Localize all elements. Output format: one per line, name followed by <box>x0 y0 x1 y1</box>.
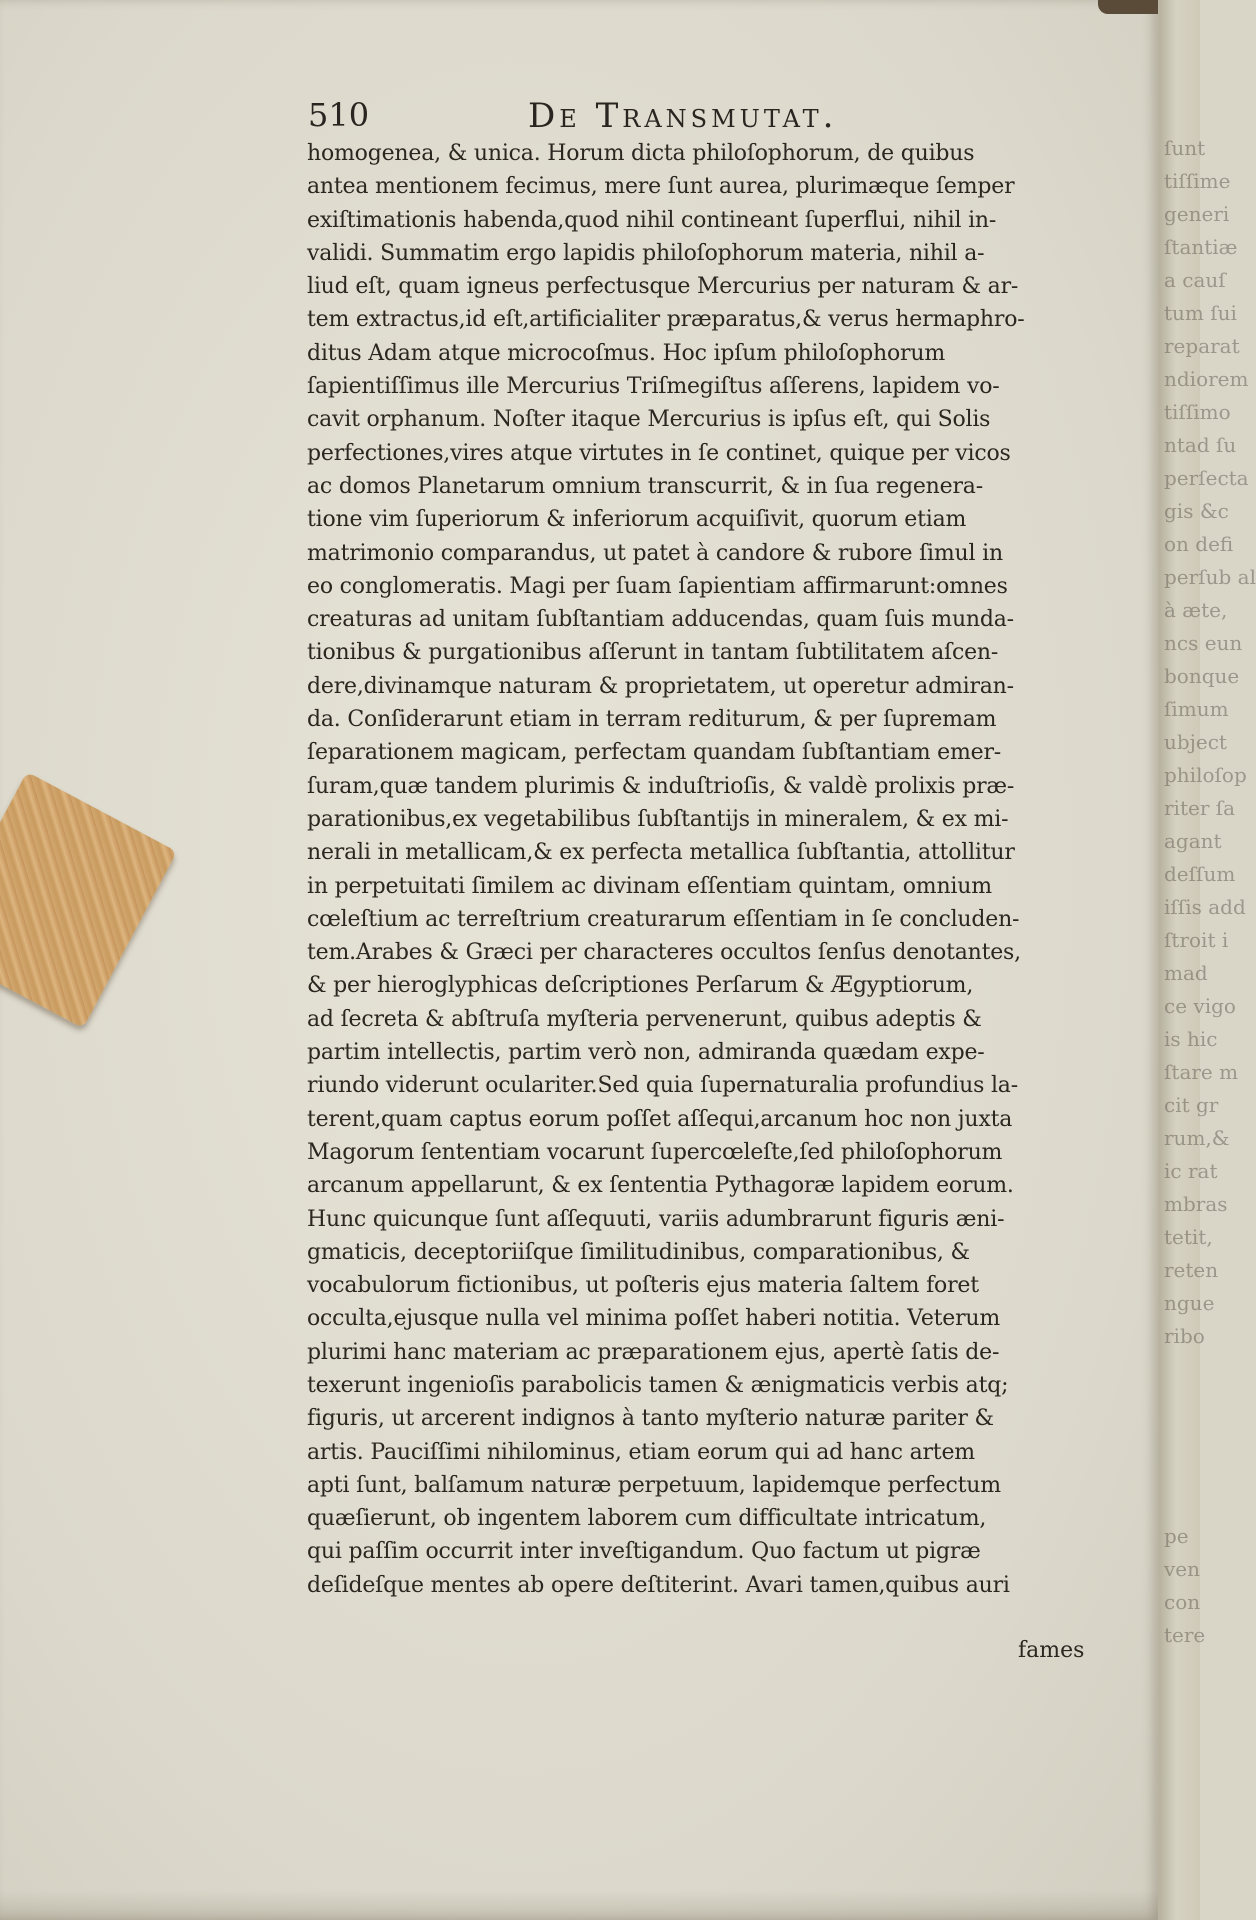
text-line: nerali in metallicam,& ex perfecta metallica ſubſtantia, attollitur <box>307 840 1015 866</box>
text-line: Magorum ſententiam vocarunt ſupercœleſte,ſed philoſophorum <box>307 1139 1003 1165</box>
text-line: riundo viderunt oculariter.Sed quia ſupernaturalia profundius la- <box>307 1073 1018 1099</box>
facing-page-fragment: ſtroit i <box>1164 928 1229 952</box>
text-line: ſeparationem magicam, perfectam quandam ſubſtantiam emer- <box>307 740 1002 766</box>
facing-page-fragment: bonque <box>1164 664 1240 688</box>
text-line: tione vim ſuperiorum & inferiorum acquiſivit, quorum etiam <box>307 507 967 533</box>
facing-page-fragment: rum,& <box>1164 1126 1230 1150</box>
facing-page-fragment: on defi <box>1164 532 1234 556</box>
facing-page-fragment: ntad ſu <box>1164 433 1237 457</box>
text-line: homogenea, & unica. Horum dicta philoſophorum, de quibus <box>307 141 975 166</box>
facing-page-fragment: ngue <box>1164 1291 1215 1315</box>
facing-page-fragment: ce vigo <box>1164 994 1236 1018</box>
text-line: deſideſque mentes ab opere deſtiterint. Avari tamen,quibus auri <box>307 1572 1010 1598</box>
page-header <box>308 96 928 136</box>
text-line: validi. Summatim ergo lapidis philoſophorum materia, nihil a- <box>307 240 985 266</box>
wooden-clip <box>0 772 177 1028</box>
text-line: occulta,ejusque nulla vel minima poſſet haberi notitia. Veterum <box>307 1306 1001 1332</box>
facing-page-fragment: perſecta <box>1164 466 1249 490</box>
text-line: texerunt ingenioſis parabolicis tamen & ænigmaticis verbis atq; <box>307 1372 1009 1398</box>
facing-page-fragment: cit gr <box>1164 1093 1219 1117</box>
body-text <box>307 137 1107 1602</box>
facing-page-text <box>1160 132 1256 1353</box>
text-line: antea mentionem fecimus, mere ſunt aurea, plurimæque ſemper <box>307 174 1015 200</box>
facing-page-fragment: pe <box>1164 1524 1189 1548</box>
facing-page-fragment: tiſſimo <box>1164 400 1231 424</box>
facing-page-fragment: ſtantiæ <box>1164 235 1238 259</box>
facing-page-fragment: tetit, <box>1164 1225 1213 1249</box>
text-line: quæſierunt, ob ingentem laborem cum difficultate intricatum, <box>307 1506 987 1532</box>
text-line: liud eſt, quam igneus perfectusque Mercurius per naturam & ar- <box>307 274 1019 300</box>
text-line: ac domos Planetarum omnium transcurrit, & in ſua regenera- <box>307 473 983 499</box>
facing-page-fragment: tiſſime <box>1164 169 1231 193</box>
facing-page-fragment: ſimum <box>1164 697 1229 721</box>
running-head: De Transmutat. <box>528 96 838 136</box>
facing-page-fragment: a cauſ <box>1164 268 1226 292</box>
text-line: gmaticis, deceptoriiſque ſimilitudinibus, comparationibus, & <box>307 1239 970 1265</box>
facing-page-fragment: ndiorem <box>1164 367 1249 391</box>
text-line: apti ſunt, balſamum naturæ perpetuum, lapidemque perfectum <box>307 1472 1001 1498</box>
facing-page-fragment: gis &c <box>1164 499 1229 523</box>
facing-page-fragment: perſub al <box>1164 565 1256 589</box>
text-line: arcanum appellarunt, & ex ſententia Pythagoræ lapidem eorum. <box>307 1173 1014 1199</box>
facing-page-text-lower <box>1160 1520 1205 1652</box>
text-line: plurimi hanc materiam ac præparationem ejus, apertè ſatis de- <box>307 1339 1000 1365</box>
facing-page-fragment: ncs eun <box>1164 631 1243 655</box>
facing-page-fragment: ribo <box>1164 1324 1205 1348</box>
text-line: da. Conſiderarunt etiam in terram rediturum, & per ſupremam <box>307 707 997 733</box>
text-line: ſuram,quæ tandem plurimis & induſtrioſis, & valdè prolixis præ- <box>307 773 1015 799</box>
text-line: eo conglomeratis. Magi per ſuam ſapientiam affirmarunt:omnes <box>307 573 1008 599</box>
facing-page-fragment: is hic <box>1164 1027 1218 1051</box>
text-line: tionibus & purgationibus aſſerunt in tantam ſubtilitatem aſcen- <box>307 640 999 666</box>
catchword: fames <box>1018 1638 1085 1663</box>
facing-page-fragment: ſunt <box>1164 136 1206 160</box>
page-corner-shadow <box>1098 0 1158 14</box>
page-number: 510 <box>308 96 370 134</box>
text-line: ſapientiſſimus ille Mercurius Triſmegiſtus aſſerens, lapidem vo- <box>307 374 1000 400</box>
facing-page-fragment: mad <box>1164 961 1208 985</box>
facing-page-fragment: agant <box>1164 829 1222 853</box>
text-line: tem.Arabes & Græci per characteres occultos ſenſus denotantes, <box>307 940 1021 966</box>
text-line: tem extractus,id eſt,artificialiter præparatus,& verus hermaphro- <box>307 307 1025 333</box>
text-line: cœleſtium ac terreſtrium creaturarum eſſentiam in ſe concluden- <box>307 906 1020 932</box>
text-line: perfectiones,vires atque virtutes in ſe continet, quique per vicos <box>307 440 1011 466</box>
text-line: terent,quam captus eorum poſſet aſſequi,arcanum hoc non juxta <box>307 1106 1013 1132</box>
text-line: creaturas ad unitam ſubſtantiam adducendas, quam ſuis munda- <box>307 607 1014 633</box>
facing-page-fragment: à æte, <box>1164 598 1228 622</box>
facing-page-fragment: ic rat <box>1164 1159 1218 1183</box>
text-line: ad ſecreta & abſtruſa myſteria pervenerunt, quibus adeptis & <box>307 1006 982 1032</box>
facing-page-fragment: riter ſa <box>1164 796 1236 820</box>
facing-page-edge <box>1160 0 1256 1920</box>
text-line: parationibus,ex vegetabilibus ſubſtantijs in mineralem, & ex mi- <box>307 806 1009 832</box>
text-line: cavit orphanum. Noſter itaque Mercurius is ipſus eſt, qui Solis <box>307 407 991 433</box>
text-line: figuris, ut arcerent indignos à tanto myſterio naturæ pariter & <box>307 1406 994 1432</box>
text-line: artis. Pauciſſimi nihilominus, etiam eorum qui ad hanc artem <box>307 1439 975 1465</box>
facing-page-fragment: reparat <box>1164 334 1240 358</box>
text-line: exiſtimationis habenda,quod nihil contineant ſuperflui, nihil in- <box>307 207 997 233</box>
text-line: ditus Adam atque microcoſmus. Hoc ipſum philoſophorum <box>307 340 946 366</box>
facing-page-fragment: ubject <box>1164 730 1227 754</box>
facing-page-fragment: ſtare m <box>1164 1060 1239 1084</box>
facing-page-fragment: ven <box>1164 1557 1201 1581</box>
facing-page-fragment: tere <box>1164 1623 1206 1647</box>
text-line: in perpetuitati ſimilem ac divinam eſſentiam quintam, omnium <box>307 873 992 899</box>
text-line: & per hieroglyphicas deſcriptiones Perſarum & Ægyptiorum, <box>307 973 974 999</box>
text-line: vocabulorum fictionibus, ut poſteris ejus materia ſaltem foret <box>307 1273 979 1299</box>
text-line: Hunc quicunque ſunt aſſequuti, variis adumbrarunt figuris æni- <box>307 1206 1005 1232</box>
facing-page-fragment: philoſop <box>1164 763 1247 787</box>
facing-page-fragment: tum ſui <box>1164 301 1237 325</box>
text-line: matrimonio comparandus, ut patet à candore & rubore ſimul in <box>307 540 1003 566</box>
facing-page-fragment: generi <box>1164 202 1230 226</box>
text-line: dere,divinamque naturam & proprietatem, ut operetur admiran- <box>307 673 1014 699</box>
facing-page-fragment: iſſis add <box>1164 895 1246 919</box>
facing-page-fragment: deſſum <box>1164 862 1236 886</box>
facing-page-fragment: reten <box>1164 1258 1219 1282</box>
facing-page-fragment: con <box>1164 1590 1201 1614</box>
text-line: qui paſſim occurrit inter inveſtigandum. Quo factum ut pigræ <box>307 1539 981 1565</box>
page-bottom-shadow <box>0 1890 1158 1920</box>
text-line: partim intellectis, partim verò non, admiranda quædam expe- <box>307 1040 985 1066</box>
facing-page-fragment: mbras <box>1164 1192 1228 1216</box>
